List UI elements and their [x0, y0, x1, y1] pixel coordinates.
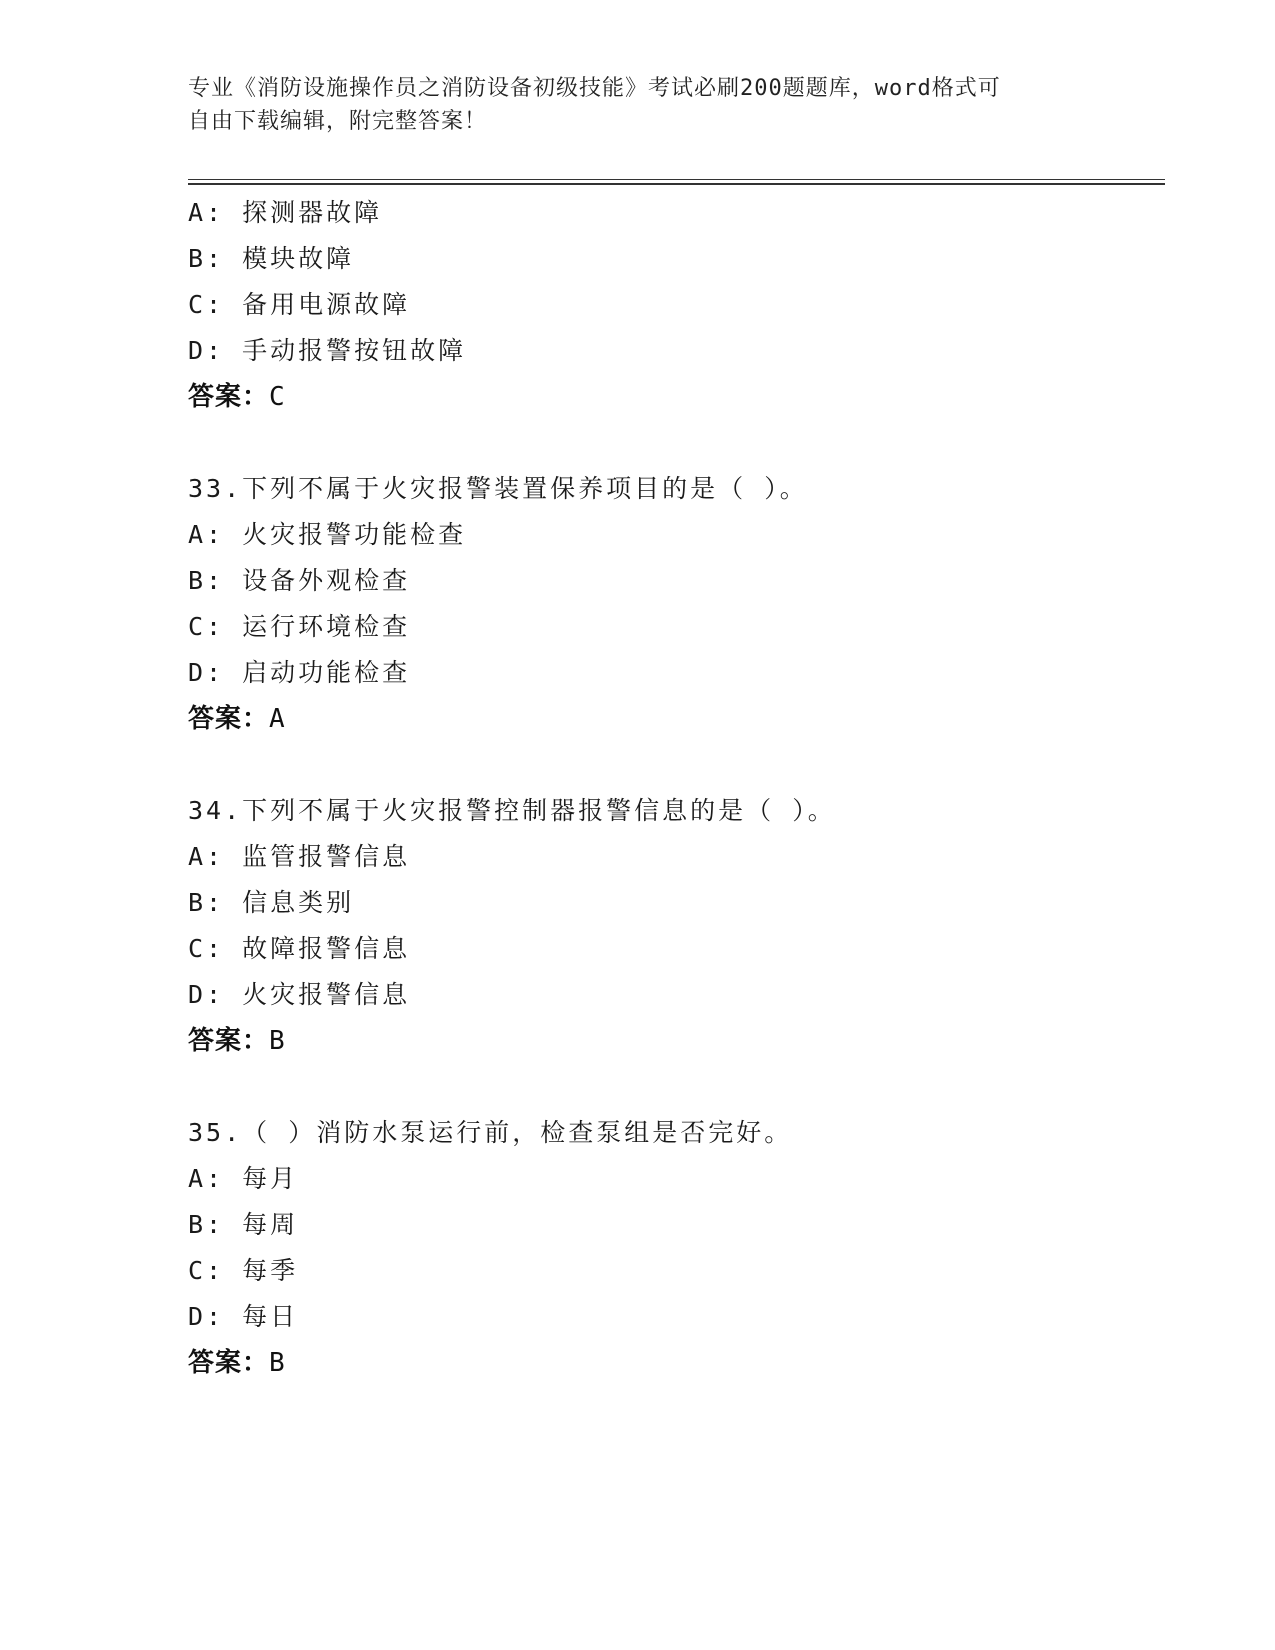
question-text: 34.下列不属于火灾报警控制器报警信息的是（ ）。	[188, 796, 836, 825]
option-b: B: 每周	[188, 1210, 299, 1239]
header-line-1: 专业《消防设施操作员之消防设备初级技能》考试必刷200题题库，word格式可	[188, 76, 1001, 101]
answer-label: 答案：	[188, 704, 270, 734]
answer-label: 答案：	[188, 1026, 270, 1056]
header-divider-thick	[188, 183, 1165, 185]
question-list	[188, 190, 1165, 1386]
answer-label: 答案：	[188, 382, 270, 412]
answer-value: B	[269, 1026, 286, 1056]
option-a: A: 探测器故障	[188, 198, 383, 227]
answer-line	[188, 374, 1165, 420]
question-34	[188, 788, 1165, 1064]
header-line-2: 自由下载编辑，附完整答案！	[188, 109, 488, 134]
question-35	[188, 1110, 1165, 1386]
answer-line	[188, 696, 1165, 742]
answer-value: A	[269, 704, 286, 734]
answer-line	[188, 1340, 1165, 1386]
option-b: B: 模块故障	[188, 244, 355, 273]
header-divider-thin	[188, 179, 1165, 180]
option-d: D: 启动功能检查	[188, 658, 411, 687]
option-c: C: 每季	[188, 1256, 299, 1285]
option-a: A: 每月	[188, 1164, 299, 1193]
option-d: D: 每日	[188, 1302, 299, 1331]
option-b: B: 设备外观检查	[188, 566, 411, 595]
answer-label: 答案：	[188, 1348, 270, 1378]
option-c: C: 运行环境检查	[188, 612, 411, 641]
option-d: D: 手动报警按钮故障	[188, 336, 467, 365]
question-32	[188, 190, 1165, 420]
question-33	[188, 466, 1165, 742]
option-a: A: 监管报警信息	[188, 842, 411, 871]
option-c: C: 故障报警信息	[188, 934, 411, 963]
question-text: 33.下列不属于火灾报警装置保养项目的是（ ）。	[188, 474, 808, 503]
document-header	[188, 72, 1088, 138]
option-b: B: 信息类别	[188, 888, 355, 917]
answer-line	[188, 1018, 1165, 1064]
answer-value: B	[269, 1348, 286, 1378]
option-d: D: 火灾报警信息	[188, 980, 411, 1009]
question-text: 35.（ ）消防水泵运行前，检查泵组是否完好。	[188, 1118, 793, 1147]
option-c: C: 备用电源故障	[188, 290, 411, 319]
answer-value: C	[269, 382, 286, 412]
option-a: A: 火灾报警功能检查	[188, 520, 467, 549]
